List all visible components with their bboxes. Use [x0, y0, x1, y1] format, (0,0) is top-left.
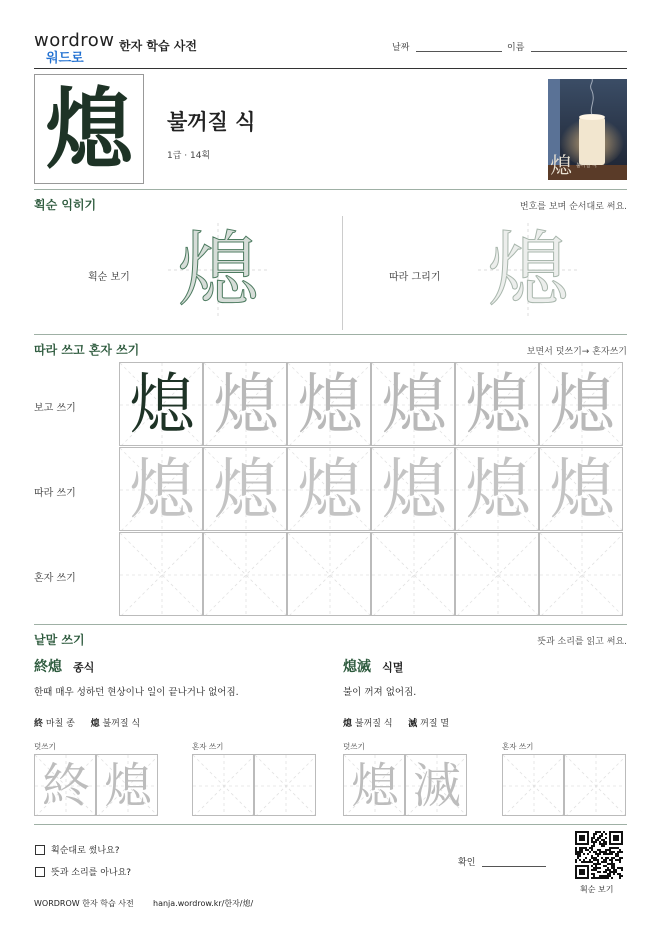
date-label: 날짜	[392, 43, 410, 53]
hanja-info	[167, 148, 210, 161]
stroke-trace-diagram[interactable]	[478, 223, 578, 318]
checklist-item: 뜻과 소리를 아나요?	[51, 868, 132, 878]
hanja-meaning: 불꺼질 식	[167, 110, 256, 134]
grid-cell[interactable]	[119, 362, 203, 446]
part-char: 熄	[343, 719, 353, 729]
writing-grid	[119, 362, 627, 617]
stroke-divider	[34, 334, 627, 335]
stroke-view-label: 획순 보기	[88, 272, 130, 283]
word-hanja: 終熄	[34, 659, 62, 675]
word-trace-cell[interactable]	[343, 754, 405, 816]
checkbox[interactable]	[35, 867, 45, 877]
grid-cell[interactable]	[539, 362, 623, 446]
grid-cell-empty[interactable]	[119, 532, 203, 616]
hanja-large-char: 熄	[44, 77, 133, 181]
name-label: 이름	[507, 43, 525, 53]
grid-cell-empty[interactable]	[455, 532, 539, 616]
part-char: 熄	[90, 719, 100, 729]
word-trace-cell[interactable]	[405, 754, 467, 816]
stroke-order-char: 熄	[176, 223, 259, 318]
word-definition: 한때 매우 성하던 현상이나 일이 끝나거나 없어짐.	[34, 687, 239, 698]
stroke-order-diagram	[168, 223, 268, 318]
confirm-field[interactable]	[482, 866, 546, 867]
grid-char-trace: 熄	[465, 366, 531, 443]
hanja-grade: 1급	[167, 151, 182, 161]
grid-cell-empty[interactable]	[539, 532, 623, 616]
stroke-section-note: 번호를 보며 순서대로 써요.	[519, 202, 627, 212]
grid-char-trace: 熄	[381, 451, 447, 528]
grid-cell[interactable]	[203, 362, 287, 446]
grid-cell[interactable]	[287, 447, 371, 531]
word-trace-cell[interactable]	[96, 754, 158, 816]
logo	[34, 30, 114, 66]
footer-url[interactable]: hanja.wordrow.kr/한자/熄/	[153, 899, 254, 908]
stroke-section-title: 획순 익히기	[34, 198, 97, 212]
words-section-note: 뜻과 소리를 읽고 써요.	[537, 637, 627, 647]
grid-char-trace: 熄	[129, 451, 195, 528]
confirm-label: 확인	[458, 858, 476, 868]
words-section-title: 낱말 쓰기	[34, 633, 85, 647]
grid-cell[interactable]	[539, 447, 623, 531]
word-self-cell[interactable]	[564, 754, 626, 816]
grid-cell[interactable]	[455, 362, 539, 446]
writing-section-note: 보면서 덧쓰기→ 혼자쓰기	[526, 347, 627, 357]
hanja-strokes: 14획	[190, 151, 211, 161]
grid-cell-empty[interactable]	[371, 532, 455, 616]
trace-label: 덧쓰기	[34, 742, 56, 751]
part-char: 終	[34, 719, 44, 729]
grid-char-trace: 熄	[549, 451, 615, 528]
word-self-cell[interactable]	[502, 754, 564, 816]
grid-char-trace: 熄	[297, 451, 363, 528]
grid-cell[interactable]	[455, 447, 539, 531]
word-heading	[343, 656, 403, 676]
header-divider	[34, 68, 627, 69]
logo-text: wordrow	[34, 30, 115, 51]
app-title: 한자 학습 사전	[119, 39, 197, 53]
candle-image	[548, 79, 627, 180]
stroke-section-split	[342, 216, 343, 330]
word-self-cell[interactable]	[192, 754, 254, 816]
grid-char-trace: 熄	[213, 366, 279, 443]
word-definition: 불이 꺼져 없어짐.	[343, 687, 417, 698]
word-trace-char: 滅	[412, 758, 461, 814]
row-label-self: 혼자 쓰기	[34, 573, 76, 584]
row-label-view: 보고 쓰기	[34, 403, 76, 414]
date-field[interactable]	[416, 51, 502, 52]
checkbox[interactable]	[35, 845, 45, 855]
word-hanja: 熄滅	[343, 659, 371, 675]
part-char: 滅	[408, 719, 418, 729]
name-field[interactable]	[531, 51, 627, 52]
word-trace-cell[interactable]	[34, 754, 96, 816]
image-caption-char: 熄	[550, 154, 573, 179]
self-label: 혼자 쓰기	[502, 742, 534, 751]
separator-dot: ·	[184, 151, 191, 161]
footer-brand: WORDROW 한자 학습 사전	[34, 899, 134, 908]
word-reading: 식멸	[382, 661, 404, 674]
grid-char-trace: 熄	[549, 366, 615, 443]
logo-korean: 워드로	[46, 51, 84, 66]
word-heading	[34, 656, 94, 676]
row-label-trace: 따라 쓰기	[34, 488, 76, 499]
grid-char-trace: 熄	[381, 366, 447, 443]
checklist-item: 획순대로 썼나요?	[51, 846, 120, 856]
word-trace-char: 熄	[103, 758, 152, 814]
part-gloss: 불꺼질 식	[102, 719, 141, 729]
part-gloss: 불꺼질 식	[354, 719, 393, 729]
grid-cell[interactable]	[371, 362, 455, 446]
stroke-trace-char: 熄	[486, 223, 569, 318]
grid-cell[interactable]	[287, 362, 371, 446]
self-label: 혼자 쓰기	[192, 742, 224, 751]
grid-cell[interactable]	[119, 447, 203, 531]
hanja-box	[34, 74, 144, 184]
grid-cell-empty[interactable]	[287, 532, 371, 616]
word-parts	[34, 716, 140, 729]
qr-label: 획순 보기	[580, 885, 614, 894]
word-reading: 종식	[73, 661, 95, 674]
grid-cell-empty[interactable]	[203, 532, 287, 616]
grid-char-model: 熄	[129, 366, 195, 443]
writing-section-title: 따라 쓰고 혼자 쓰기	[34, 343, 140, 357]
qr-code[interactable]	[575, 831, 623, 879]
words-divider	[34, 824, 627, 825]
image-caption-text: 불꺼질 식	[576, 163, 597, 169]
part-gloss: 꺼질 멸	[420, 719, 450, 729]
word-self-cell[interactable]	[254, 754, 316, 816]
part-gloss: 마칠 종	[45, 719, 75, 729]
stroke-trace-label: 따라 그리기	[389, 272, 441, 283]
grid-char-trace: 熄	[213, 451, 279, 528]
word-trace-char: 熄	[350, 758, 399, 814]
word-trace-char: 終	[41, 758, 90, 814]
grid-char-trace: 熄	[465, 451, 531, 528]
grid-cell[interactable]	[371, 447, 455, 531]
hero-divider	[34, 189, 627, 190]
word-parts	[343, 716, 449, 729]
grid-char-trace: 熄	[297, 366, 363, 443]
writing-divider	[34, 624, 627, 625]
trace-label: 덧쓰기	[343, 742, 365, 751]
grid-cell[interactable]	[203, 447, 287, 531]
